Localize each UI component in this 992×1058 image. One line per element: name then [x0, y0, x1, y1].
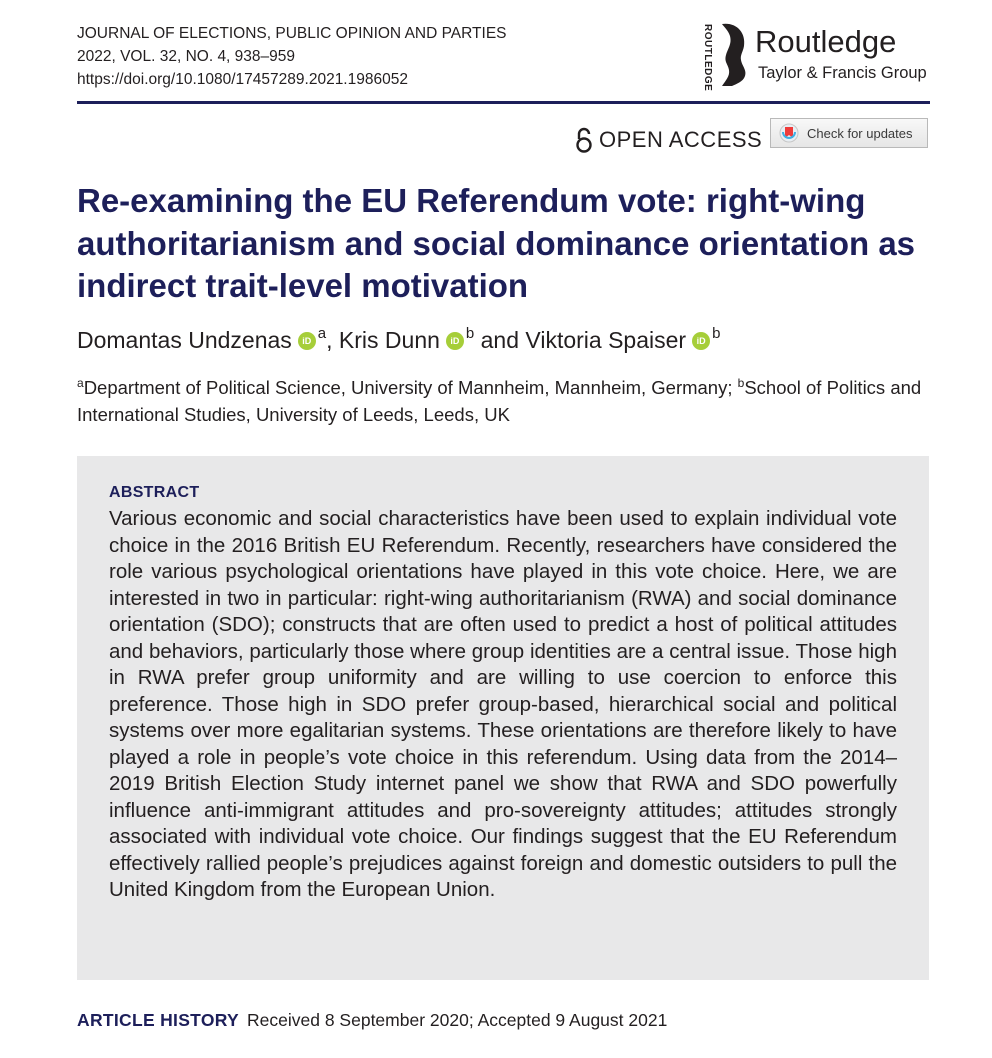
affiliation-text: School of Politics and International Studies, University of Leeds, Leeds, UK [77, 377, 922, 425]
publisher-group: Taylor & Francis Group [758, 64, 927, 82]
journal-volume: 2022, VOL. 32, NO. 4, 938–959 [77, 48, 296, 65]
open-lock-icon [575, 127, 593, 153]
open-access-label: OPEN ACCESS [575, 124, 762, 156]
author-list [77, 323, 720, 357]
article-history-dates: Received 8 September 2020; Accepted 9 August 2021 [247, 1010, 668, 1030]
author-name[interactable]: Viktoria Spaiser [525, 327, 687, 353]
publisher-name: Routledge [755, 24, 897, 59]
affiliation-marker: b [712, 325, 721, 342]
affiliations [77, 374, 932, 428]
author-name[interactable]: Domantas Undzenas [77, 327, 292, 353]
publisher-vertical-label: ROUTLEDGE [702, 24, 713, 92]
article-history-label: ARTICLE HISTORY [77, 1010, 240, 1030]
header-divider [77, 101, 930, 104]
crossmark-icon [779, 123, 799, 143]
journal-metadata [77, 22, 507, 91]
routledge-head-icon [714, 22, 748, 88]
author-separator: , [326, 327, 333, 353]
article-history [77, 1008, 667, 1032]
affiliation-text: Department of Political Science, University of Mannheim, Mannheim, Germany; [83, 377, 733, 398]
journal-name: JOURNAL OF ELECTIONS, PUBLIC OPINION AND PARTIES [77, 25, 507, 42]
orcid-icon[interactable]: iD [446, 332, 464, 350]
affiliation-marker: a [77, 376, 84, 390]
affiliation-marker: b [737, 376, 745, 390]
orcid-icon[interactable]: iD [692, 332, 710, 350]
author-name[interactable]: Kris Dunn [338, 327, 440, 353]
affiliation-marker: b [465, 325, 475, 342]
article-title: Re-examining the EU Referendum vote: right-wing authoritarianism and social dominance orientation as indirect trait-level motivation [77, 182, 916, 304]
publisher-logo[interactable] [700, 22, 940, 92]
abstract-panel [77, 456, 929, 980]
affiliation-marker: a [317, 325, 327, 342]
journal-doi-link[interactable]: https://doi.org/10.1080/17457289.2021.1986052 [77, 71, 408, 88]
author-separator: and [480, 327, 520, 353]
orcid-icon[interactable]: iD [298, 332, 316, 350]
abstract-body: Various economic and social characteristics have been used to explain individual vote choice in the 2016 British EU Referendum. Recently, researchers have considered the role various psychological orientations have played in this vote choice. Here, we are interested in two in particular: right-wing authoritarianism (RWA) and social dominance orientation (SDO); constructs that are often used to predict a host of political attitudes and behaviors, particularly those where group identities are a central issue. Those high in RWA prefer group uniformity and are willing to use coercion to enforce this preference. Those high in SDO prefer group-based, hierarchical social and political systems over more egalitarian systems. These orientations are therefore likely to have played a role in people’s vote choice in this referendum. Using data from the 2014–2019 British Election Study internet panel we show that RWA and SDO powerfully influence anti-immigrant attitudes and pro-sovereignty attitudes; attitudes strongly associated with individual vote choice. Our findings suggest that the EU Referendum effectively rallied people’s prejudices against foreign and domestic outsiders to pull the United Kingdom from the European Union. [109, 507, 897, 901]
check-for-updates-button[interactable]: Check for updates [770, 118, 928, 148]
abstract-heading: ABSTRACT [109, 484, 200, 501]
